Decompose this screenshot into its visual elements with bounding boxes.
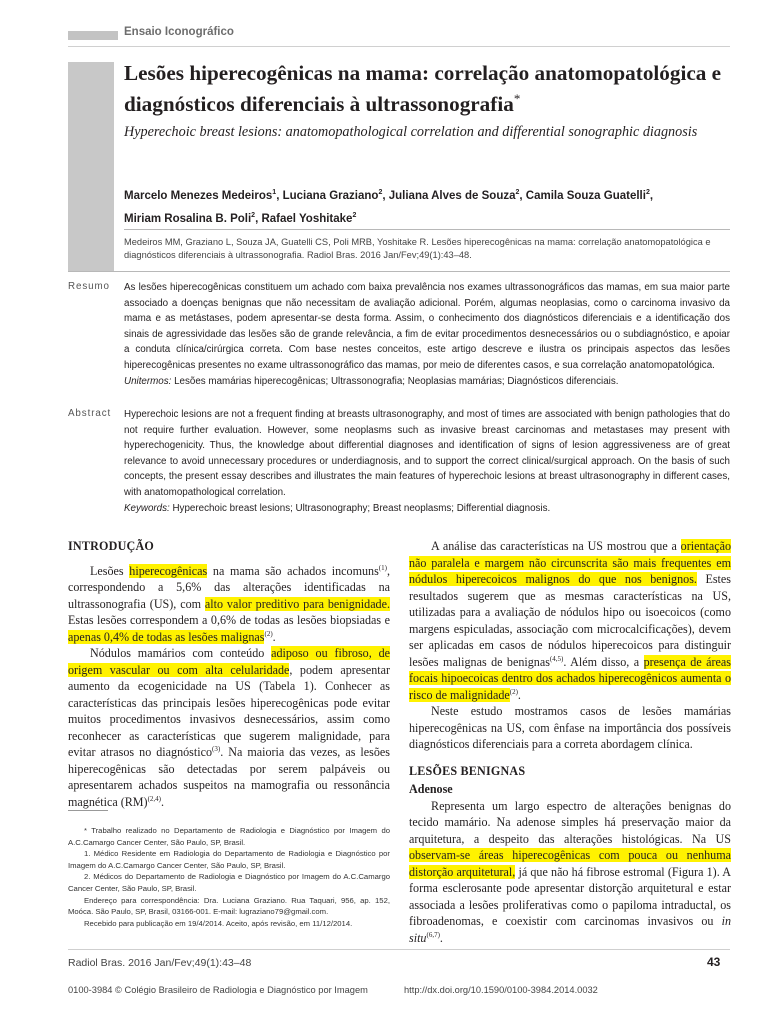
italic-text: in situ [409, 914, 731, 945]
right-paragraph-1 [409, 538, 731, 703]
author-affiliation: 1 [272, 189, 277, 196]
copyright: 0100-3984 © Colégio Brasileiro de Radiologia e Diagnóstico por Imagem [68, 985, 368, 995]
text-run: Neste estudo mostramos casos de lesões mamárias hiperecogênicas na US, com ênfase na importância dos possíveis diagnósticos diferenciais para a correta abordagem clínica. [409, 704, 731, 751]
text-run: Nódulos mamários com conteúdo [90, 646, 272, 660]
text-run: , correspondendo a 5,6% das alterações identificadas na ultrassonografia (US), com [68, 563, 390, 611]
title-text: Lesões hiperecogênicas na mama: correlação anatomopatológica e diagnósticos diferenciais à ultrassonografia [124, 61, 722, 117]
highlighted-text: adiposo ou fibroso, de origem vascular ou com alta celularidade [68, 646, 390, 677]
author-separator: , [382, 189, 389, 202]
section-bar [68, 31, 118, 40]
highlighted-text: observam-se áreas hiperecogênicas com pouca ou nenhuma distorção arquitetural, [409, 848, 731, 879]
footnote: Recebido para publicação em 19/4/2014. Aceito, após revisão, em 11/12/2014. [84, 918, 353, 928]
resumo-block [124, 280, 730, 389]
text-run: . [439, 930, 443, 945]
text-run: Representa um largo espectro de alterações benignas do tecido mamário. Na adenose simples há preservação maior da arquitetura, a despeito das alterações histológicas. Na US [409, 798, 731, 846]
text-run: Estas lesões correspondem a 0,6% de todas as lesões biopsiadas e [68, 613, 390, 627]
text-run: . [517, 687, 521, 702]
abstract-keywords: Hyperechoic breast lesions; Ultrasonography; Breast neoplasms; Differential diagnosis. [172, 502, 551, 514]
english-title: Hyperechoic breast lesions: anatomopathological correlation and differential sonographic diagnosis [124, 124, 698, 140]
author-name: Marcelo Menezes Medeiros [124, 189, 273, 202]
section-rule [68, 46, 730, 47]
title-side-bar [68, 62, 114, 272]
footer-rule [68, 949, 730, 950]
citation: Medeiros MM, Graziano L, Souza JA, Guatelli CS, Poli MRB, Yoshitake R. Lesões hiperecogênicas na mama: correlação anatomopatológica e diagnósticos diferenciais à ultrassonografia. Radiol Bras. 2016 Jan/Fev;49(1):43–48. [124, 237, 711, 260]
resumo-keywords-label: Unitermos: [124, 375, 172, 387]
highlighted-text: apenas 0,4% de todas as lesões malignas [68, 629, 265, 644]
section-label: Ensaio Iconográfico [124, 26, 234, 38]
journal-reference: Radiol Bras. 2016 Jan/Fev;49(1):43–48 [68, 957, 252, 969]
reference-citation: (4,5) [549, 654, 564, 663]
benign-heading: LESÕES BENIGNAS [409, 763, 526, 778]
text-run: já que não há fibrose estromal (Figura 1). A forma esclerosante pode apresentar distorção arquitetural e estar associada a lesões proliferativas como o papiloma intraductal, os fibroadenomas, e coexistir com carcinomas invasivos ou [409, 864, 731, 928]
adenose-subheading: Adenose [409, 782, 453, 796]
left-column [68, 538, 390, 810]
abstract-text: Hyperechoic lesions are not a frequent finding at breasts ultrasonography, and most of times are associated with benign pathologies that do not require further evaluation. However, some neoplasms such as invasive breast carcinomas and metastases may present with hyperechogenicity. Thus, the knowledge about differential diagnoses and identification of signs of lesion aggressiveness are of great relevance to avoid unnecessary procedures or underdiagnosis, and to support the correct clinical/surgical approach. On the basis of such concepts, the present essay describes and illustrates the main features of hyperechoic lesions at breast ultrasonography in different cases, with anatomopathological correlation. [124, 409, 730, 498]
author-affiliation: 2 [378, 189, 383, 196]
highlighted-text: alto valor preditivo para benignidade. [204, 596, 390, 611]
footnote: * Trabalho realizado no Departamento de Radiologia e Diagnóstico por Imagem do A.C.Camargo Cancer Center, São Paulo, SP, Brasil. [68, 826, 390, 847]
page-number: 43 [707, 955, 721, 969]
citation-rule-top [124, 229, 730, 230]
abstract-keywords-label: Keywords: [124, 502, 170, 514]
footnote: Endereço para correspondência: Dra. Luciana Graziano. Rua Taquari, 956, ap. 152, Moóca. São Paulo, SP, Brasil, 03166-001. E-mail: lugraziano79@gmail.com. [68, 895, 390, 917]
right-paragraph-2 [409, 703, 731, 753]
doi-link[interactable]: http://dx.doi.org/10.1590/0100-3984.2014.0032 [404, 985, 598, 995]
text-run: A análise das características na US mostrou que a [431, 539, 681, 553]
reference-citation: (2,4) [147, 794, 162, 803]
author-affiliation: 2 [515, 189, 520, 196]
author-affiliation: 2 [352, 211, 357, 219]
text-run: . Além disso, a [563, 654, 644, 669]
highlighted-text: presença de áreas focais hipoecoicas dentro dos achados hiperecogênicos aumenta o risco de malignidade [409, 654, 731, 702]
author-name: Luciana Graziano [282, 189, 379, 202]
author-name: Camila Souza Guatelli [525, 189, 646, 202]
author-separator: , [649, 189, 654, 202]
title-footnote-mark: * [513, 91, 521, 106]
author-separator: , [519, 189, 526, 202]
footnotes [68, 825, 390, 929]
right-column [409, 538, 731, 946]
reference-citation: (6,7) [426, 930, 440, 939]
abstract-block [124, 407, 730, 516]
text-run: na mama são achados incomuns [207, 563, 379, 578]
author-affiliation: 2 [645, 189, 650, 196]
highlighted-text: hiperecogênicas [129, 563, 208, 578]
text-run: Estes resultados sugerem que as mesmas características na US, utilizadas para a avaliação de nódulos hipo ou isoecoicos (como margens espiculadas, associação com microcalcificações), devem ser aplicadas em casos de nódulos hiperecoicos para distinguir lesões malignas de benignas [409, 572, 731, 669]
author-affiliation: 2 [251, 211, 256, 219]
author-separator: , [255, 212, 262, 225]
resumo-text: As lesões hiperecogênicas constituem um achado com baixa prevalência nos exames ultrassonográficos das mamas, em sua maior parte associado a doenças benignas que não necessitam de avaliação adicional. Porém, algumas neoplasias, como o carcinoma invasivo da mama e as metástases, podem apresentar-se desta forma. Assim, o conhecimento dos diagnósticos diferenciais e a identificação dos sinais de agressividade das lesões são de grande relevância, a fim de evitar procedimentos desnecessários ou o subdiagnóstico, e apoiar a conduta clínica/cirúrgica correta. Com base nestes conceitos, este artigo descreve e ilustra os principais aspectos das lesões hiperecogênicas presentes no exame ultrassonográfico das mamas, por meio de diferentes casos, e sua correlação anatomopatológica. [124, 282, 730, 371]
resumo-label: Resumo [68, 281, 110, 292]
author-name: Rafael Yoshitake [261, 212, 353, 225]
resumo-keywords: Lesões mamárias hiperecogênicas; Ultrassonografia; Neoplasias mamárias; Diagnósticos diferenciais. [174, 375, 619, 387]
footnote: 1. Médico Residente em Radiologia do Departamento de Radiologia e Diagnóstico por Imagem do A.C.Camargo Cancer Center, São Paulo, SP, Brasil. [68, 849, 390, 870]
abstract-label: Abstract [68, 408, 112, 419]
text-run: . [161, 794, 165, 809]
author-list [124, 183, 730, 229]
intro-paragraph-2 [68, 645, 390, 810]
text-run: , podem apresentar aumento da ecogenicidade na US (Tabela 1). Conhecer as características das principais lesões hiperecogênicas pode evitar muitos procedimentos invasivos desnecessários, assim como reconhecer as características que sugerem malignidade, para evitar atrasos no diagnóstico [68, 662, 391, 759]
reference-citation: (3) [212, 744, 221, 753]
reference-citation: (2) [264, 629, 273, 638]
text-run: . Na maioria das vezes, as lesões hiperecogênicas são detectadas por serem palpáveis ou apresentarem achados suspeitos na mamografia ou ressonância magnética (RM) [68, 745, 390, 809]
reference-citation: (2) [509, 687, 518, 696]
reference-citation: (1) [378, 563, 387, 572]
intro-heading: INTRODUÇÃO [68, 539, 154, 553]
text-run: Lesões [90, 563, 130, 578]
author-name: Juliana Alves de Souza [388, 189, 516, 202]
text-run: . [272, 629, 276, 644]
highlighted-text: orientação não paralela e margem não circunscrita são mais frequentes em nódulos hiperecoicos malignos do que nos benignos. [409, 539, 731, 586]
footnote: 2. Médicos do Departamento de Radiologia e Diagnóstico por Imagem do A.C.Camargo Cancer Center, São Paulo, SP, Brasil. [68, 872, 390, 893]
article-title [124, 60, 730, 117]
footnote-rule [68, 810, 108, 811]
adenose-paragraph [409, 798, 731, 947]
author-name: Miriam Rosalina B. Poli [124, 212, 252, 225]
citation-rule-bottom [68, 271, 730, 272]
intro-paragraph-1 [68, 563, 390, 646]
author-separator: , [276, 189, 283, 202]
